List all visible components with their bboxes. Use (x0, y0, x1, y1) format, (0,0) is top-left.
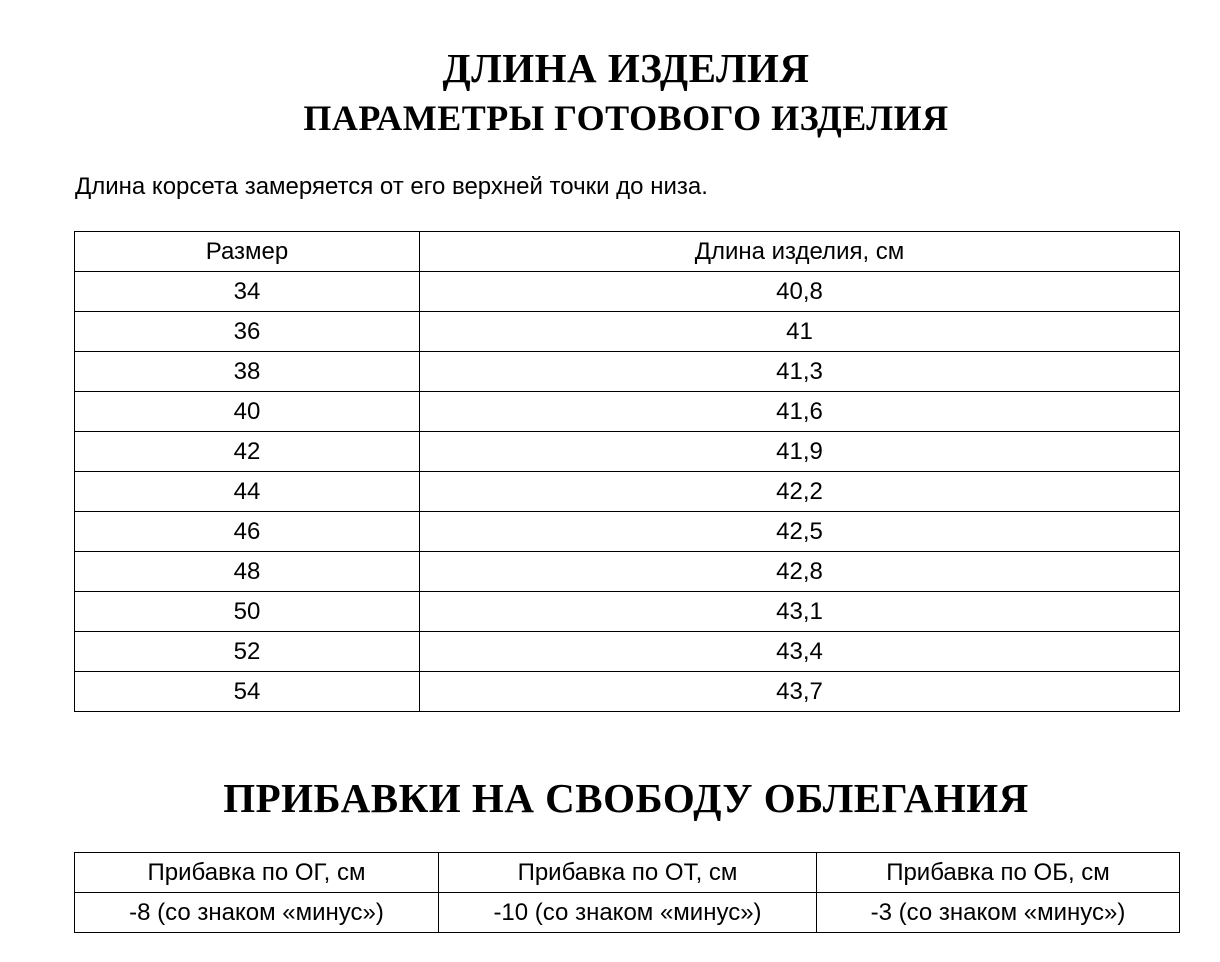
table-row (75, 352, 1180, 392)
waist-ease-value: -10 (со знаком «минус») (439, 893, 817, 933)
table-row (75, 392, 1180, 432)
table-row (75, 552, 1180, 592)
length-cell: 43,4 (420, 632, 1180, 672)
length-cell: 43,1 (420, 592, 1180, 632)
size-cell: 44 (75, 472, 420, 512)
table-row (75, 592, 1180, 632)
column-header-size: Размер (75, 232, 420, 272)
column-header-length: Длина изделия, см (420, 232, 1180, 272)
table-row (75, 512, 1180, 552)
size-cell: 46 (75, 512, 420, 552)
length-cell: 41,3 (420, 352, 1180, 392)
column-header-bust-ease: Прибавка по ОГ, см (75, 853, 439, 893)
table-row (75, 432, 1180, 472)
size-cell: 38 (75, 352, 420, 392)
length-cell: 42,8 (420, 552, 1180, 592)
length-cell: 41,9 (420, 432, 1180, 472)
table-row (75, 672, 1180, 712)
table-row (75, 893, 1180, 933)
column-header-waist-ease: Прибавка по ОТ, см (439, 853, 817, 893)
size-cell: 40 (75, 392, 420, 432)
table-row (75, 272, 1180, 312)
length-cell: 42,5 (420, 512, 1180, 552)
length-cell: 40,8 (420, 272, 1180, 312)
page-subtitle: ПАРАМЕТРЫ ГОТОВОГО ИЗДЕЛИЯ (303, 98, 949, 138)
table-row (75, 632, 1180, 672)
length-cell: 41,6 (420, 392, 1180, 432)
length-cell: 42,2 (420, 472, 1180, 512)
size-cell: 34 (75, 272, 420, 312)
size-cell: 36 (75, 312, 420, 352)
page-title: ДЛИНА ИЗДЕЛИЯ (442, 45, 810, 91)
ease-allowance-table (74, 852, 1180, 933)
length-cell: 41 (420, 312, 1180, 352)
column-header-hip-ease: Прибавка по ОБ, см (817, 853, 1180, 893)
size-cell: 48 (75, 552, 420, 592)
size-cell: 42 (75, 432, 420, 472)
size-length-table (74, 231, 1180, 712)
table-header-row (75, 232, 1180, 272)
length-cell: 43,7 (420, 672, 1180, 712)
ease-section-title: ПРИБАВКИ НА СВОБОДУ ОБЛЕГАНИЯ (223, 775, 1029, 821)
bust-ease-value: -8 (со знаком «минус») (75, 893, 439, 933)
table-row (75, 312, 1180, 352)
table-header-row (75, 853, 1180, 893)
intro-text: Длина корсета замеряется от его верхней точки до низа. (75, 173, 708, 200)
table-row (75, 472, 1180, 512)
hip-ease-value: -3 (со знаком «минус») (817, 893, 1180, 933)
size-cell: 52 (75, 632, 420, 672)
size-cell: 54 (75, 672, 420, 712)
size-cell: 50 (75, 592, 420, 632)
